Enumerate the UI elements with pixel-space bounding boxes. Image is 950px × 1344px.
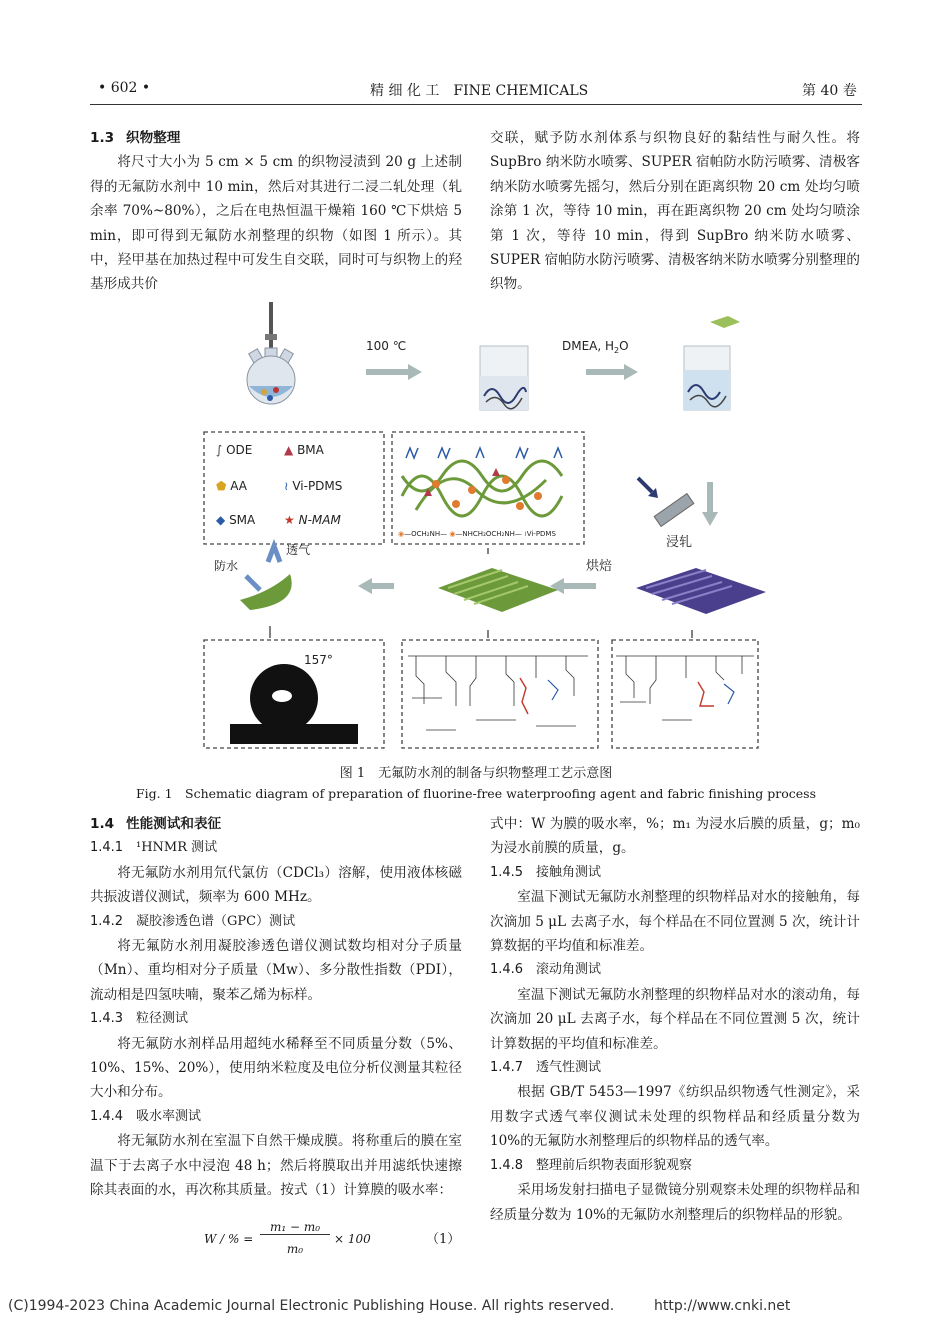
cnki-link[interactable]: http://www.cnki.net <box>654 1298 791 1314</box>
svg-text:◆ SMA: ◆ SMA <box>216 513 256 527</box>
header-rule <box>90 104 862 105</box>
paragraph: 室温下测试无氟防水剂整理的织物样品对水的接触角，每次滴加 5 μL 去离子水，每个样品在不同位置测 5 次，统计计算数据的平均值和标准差。 <box>490 889 860 955</box>
network-legend: ◉—OCH₂NH— ◉—NHCH₂OCH₂NH— ≀Vi-PDMS <box>398 530 556 538</box>
subsection-heading: 1.4.7 透气性测试 <box>490 1060 602 1076</box>
subsection-heading: 1.4.3 粒径测试 <box>90 1011 189 1027</box>
subsection-heading: 1.4.2 凝胶渗透色谱（GPC）测试 <box>90 913 296 929</box>
process-schematic <box>176 300 776 760</box>
svg-text:∫ ODE: ∫ ODE <box>216 443 253 457</box>
copyright-footer: (C)1994-2023 China Academic Journal Electronic Publishing House. All rights reserved. <box>8 1298 615 1314</box>
svg-text:≀ Vi-PDMS: ≀ Vi-PDMS <box>284 479 343 493</box>
pad-roller-icon <box>654 494 694 527</box>
paragraph: 将无氟防水剂样品用超纯水稀释至不同质量分数（5%、10%、15%、20%），使用纳米粒度及电位分析仪测量其粒径大小和分布。 <box>90 1035 462 1101</box>
subsection-heading: 1.4.4 吸水率测试 <box>90 1108 202 1124</box>
svg-text:▲ BMA: ▲ BMA <box>284 443 324 457</box>
section-1-4-right <box>490 812 860 1227</box>
journal-title: 精 细 化 工 FINE CHEMICALS <box>370 83 589 99</box>
section-1-4-left <box>90 812 462 1203</box>
paragraph: 采用场发射扫描电子显微镜分别观察未处理的织物样品和经质量分数为 10%的无氟防水剂整理后的织物样品的形貌。 <box>490 1182 860 1223</box>
paragraph: 根据 GB/T 5453—1997《纺织品织物透气性测定》，采用数字式透气率仪测试未处理的织物样品和经质量分数为 10%的无氟防水剂整理后的织物样品的透气率。 <box>490 1084 860 1150</box>
paragraph: 将无氟防水剂用凝胶渗透色谱仪测试数均相对分子质量（Mn）、重均相对分子质量（Mw）、多分散性指数（PDI），流动相是四氢呋喃，聚苯乙烯为标样。 <box>90 938 462 1003</box>
section-1-3-left <box>90 126 462 297</box>
paragraph: 式中：W 为膜的吸水率，%；m₁ 为浸水后膜的质量，g；m₀ 为浸水前膜的质量，g。 <box>490 816 860 857</box>
beaker-icon <box>480 346 528 410</box>
reagent-label: DMEA, $H_2O$ <box>562 339 629 355</box>
paragraph: 将无氟防水剂在室温下自然干燥成膜。将称重后的膜在室温下于去离子水中浸泡 48 h；然后将膜取出并用滤纸快速擦除其表面的水，再次称其质量。按式（1）计算膜的吸水率： <box>90 1133 462 1199</box>
fabric-swatch-icon <box>710 316 740 328</box>
section-heading: 1.3 织物整理 <box>90 130 181 146</box>
figure-caption-cn: 图 1 无氟防水剂的制备与织物整理工艺示意图 <box>339 766 613 781</box>
waterproof-breathable-icon <box>240 546 292 610</box>
subsection-heading: 1.4.6 滚动角测试 <box>490 962 602 978</box>
equation-1: W / % = m₁ − m₀ m₀ × 100 （1） <box>204 1220 461 1256</box>
section-heading: 1.4 性能测试和表征 <box>90 816 222 832</box>
waterproof-label: 防水 <box>214 559 239 573</box>
pointer-arrow <box>638 478 652 492</box>
volume-number: 第 40 卷 <box>802 83 857 99</box>
figure-caption-en: Fig. 1 Schematic diagram of preparation of fluorine-free waterproofing agent and fabric finishing process <box>135 786 817 801</box>
bake-label: 烘焙 <box>586 559 613 574</box>
subsection-heading: 1.4.5 接触角测试 <box>490 864 602 880</box>
svg-text:⬟ AA: ⬟ AA <box>216 479 248 493</box>
temperature-label: 100 ℃ <box>366 339 407 353</box>
paragraph: 将尺寸大小为 5 cm × 5 cm 的织物浸渍到 20 g 上述制得的无氟防水剂中 10 min，然后对其进行二浸二轧处理（轧余率 70%~80%），之后在电热恒温干燥箱 160 ℃下烘焙 5 min，即可得到无氟防水剂整理的织物（如图 1 所示）。其中，羟甲基在加热过程中可发生自交联，同时可与织物上的羟基形成共价 <box>90 154 462 293</box>
breathable-label: 透气 <box>286 543 311 557</box>
dip-pad-label: 浸轧 <box>666 535 693 550</box>
beaker-icon <box>684 316 740 410</box>
page-number: • 602 • <box>98 80 151 96</box>
figure-1 <box>176 300 776 760</box>
paragraph: 交联，赋予防水剂体系与织物良好的黏结性与耐久性。将 SupBro 纳米防水喷雾、SUPER 宿帕防水防污喷雾、清极客纳米防水喷雾先摇匀，然后分别在距离织物 20 cm 处均匀喷涂第 1 次，等待 10 min，再在距离织物 20 cm 处均匀喷涂第 1 次，等待 10 min，得到 SupBro 纳米防水喷雾、SUPER 宿帕防水防污喷雾、清极客纳米防水喷雾分别整理的织物。 <box>490 130 860 293</box>
section-1-3-right <box>490 126 860 297</box>
treated-fabric-icon <box>438 568 558 612</box>
subsection-heading: 1.4.8 整理前后织物表面形貌观察 <box>490 1157 693 1173</box>
untreated-fabric-icon <box>636 568 766 614</box>
subsection-heading: 1.4.1 ¹HNMR 测试 <box>90 840 218 856</box>
paragraph: 室温下测试无氟防水剂整理的织物样品对水的滚动角，每次滴加 20 μL 去离子水，每个样品在不同位置测 5 次，统计计算数据的平均值和标准差。 <box>490 986 860 1052</box>
contact-angle-value: 157° <box>304 653 333 667</box>
paragraph: 将无氟防水剂用氘代氯仿（CDCl₃）溶解，使用液体核磁共振波谱仪测试，频率为 600 MHz。 <box>90 864 462 906</box>
svg-text:★ N-MAM: ★ N-MAM <box>284 513 341 527</box>
reaction-flask-icon <box>247 302 295 404</box>
